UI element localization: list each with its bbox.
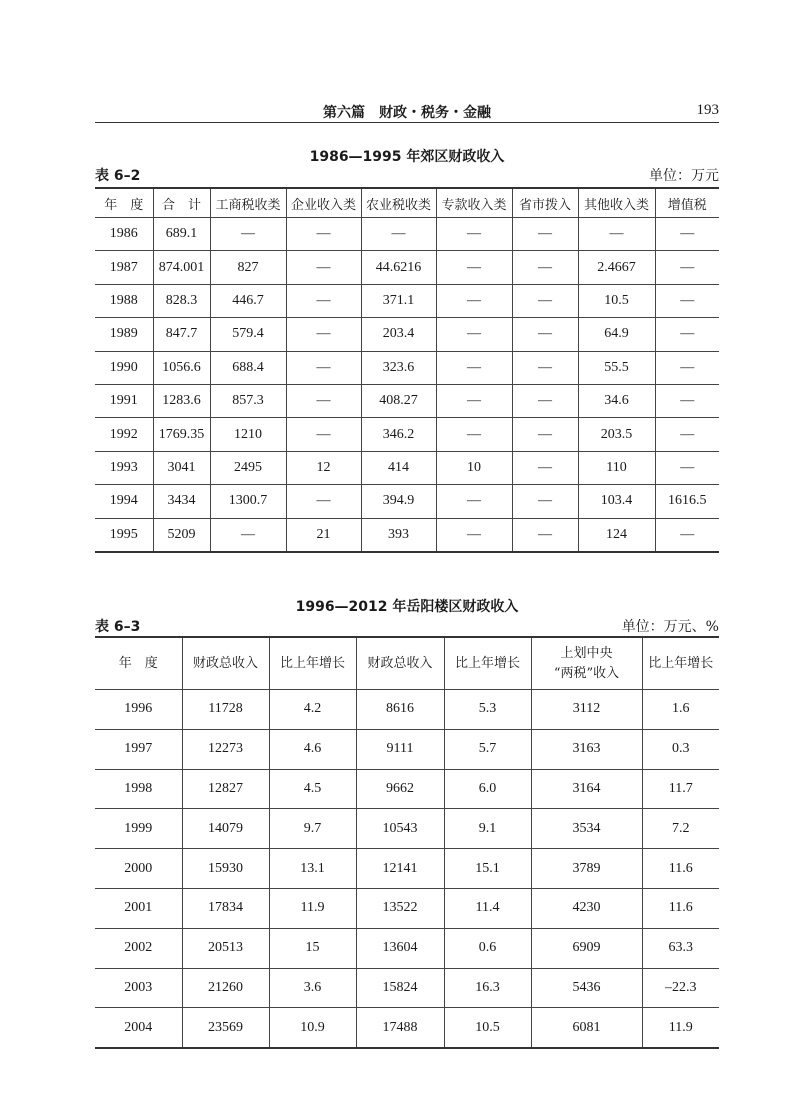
table-cell: 414: [361, 451, 436, 484]
table-cell: 9662: [356, 769, 444, 809]
table-cell: 9.7: [269, 809, 356, 849]
table-cell: 34.6: [578, 384, 655, 417]
table-cell: —: [210, 218, 286, 251]
table-cell: 1992: [95, 418, 153, 451]
table-row: [95, 849, 719, 889]
table-cell: 1991: [95, 384, 153, 417]
table-cell: 2003: [95, 968, 182, 1008]
table-cell: 4230: [531, 888, 642, 928]
table1-label: 表 6–2: [95, 168, 141, 184]
table-cell: —: [655, 518, 719, 552]
table-cell: 12273: [182, 729, 269, 769]
table-cell: 10.5: [444, 1008, 531, 1048]
table-cell: —: [655, 218, 719, 251]
column-header: 比上年增长: [269, 637, 356, 690]
table-cell: —: [512, 418, 578, 451]
table-row: [95, 809, 719, 849]
table-cell: 17488: [356, 1008, 444, 1048]
table-cell: 11.6: [642, 888, 719, 928]
table-cell: —: [512, 351, 578, 384]
column-header: 省市拨入: [512, 188, 578, 218]
table-cell: 2004: [95, 1008, 182, 1048]
table-cell: 3163: [531, 729, 642, 769]
table-row: [95, 218, 719, 251]
table-cell: 13.1: [269, 849, 356, 889]
table-cell: —: [436, 318, 512, 351]
table-cell: —: [286, 384, 361, 417]
table-cell: 1300.7: [210, 485, 286, 518]
table-cell: 63.3: [642, 928, 719, 968]
table-row: [95, 690, 719, 730]
column-header: 增值税: [655, 188, 719, 218]
table-cell: —: [210, 518, 286, 552]
table-cell: 5436: [531, 968, 642, 1008]
table-cell: —: [436, 284, 512, 317]
table-cell: —: [436, 351, 512, 384]
table-cell: 827: [210, 251, 286, 284]
header-row: [95, 637, 719, 690]
table-cell: —: [436, 485, 512, 518]
table-cell: 103.4: [578, 485, 655, 518]
table-cell: 17834: [182, 888, 269, 928]
table-cell: 7.2: [642, 809, 719, 849]
table-cell: 1995: [95, 518, 153, 552]
table-cell: 11.9: [642, 1008, 719, 1048]
table-cell: 0.6: [444, 928, 531, 968]
table1-unit: 单位：万元: [649, 168, 719, 184]
table-row: [95, 284, 719, 317]
table-cell: 11.7: [642, 769, 719, 809]
table-cell: 15.1: [444, 849, 531, 889]
table-cell: 20513: [182, 928, 269, 968]
table-row: [95, 968, 719, 1008]
table-cell: 1989: [95, 318, 153, 351]
table-cell: 9.1: [444, 809, 531, 849]
table-cell: 64.9: [578, 318, 655, 351]
table-cell: 857.3: [210, 384, 286, 417]
table-cell: 3164: [531, 769, 642, 809]
table-cell: —: [512, 251, 578, 284]
table-cell: —: [512, 451, 578, 484]
column-header: 比上年增长: [444, 637, 531, 690]
table-cell: 1994: [95, 485, 153, 518]
column-header: 上划中央 “两税”收入: [531, 637, 642, 690]
table-cell: 11.9: [269, 888, 356, 928]
table-cell: 688.4: [210, 351, 286, 384]
table-cell: 1988: [95, 284, 153, 317]
table-cell: —: [655, 251, 719, 284]
table-cell: 2000: [95, 849, 182, 889]
column-header: 年 度: [95, 188, 153, 218]
table-cell: —: [512, 218, 578, 251]
table-cell: 11.6: [642, 849, 719, 889]
table-cell: 6.0: [444, 769, 531, 809]
table-cell: 203.4: [361, 318, 436, 351]
column-header: 专款收入类: [436, 188, 512, 218]
table-cell: 15930: [182, 849, 269, 889]
table-cell: —: [655, 351, 719, 384]
table-cell: 689.1: [153, 218, 210, 251]
table-cell: 3434: [153, 485, 210, 518]
table-row: [95, 251, 719, 284]
table-cell: 393: [361, 518, 436, 552]
table-cell: 1210: [210, 418, 286, 451]
table-cell: 124: [578, 518, 655, 552]
running-title: 第六篇 财政・税务・金融: [323, 105, 491, 121]
table-cell: 4.6: [269, 729, 356, 769]
table-cell: 9111: [356, 729, 444, 769]
table-cell: —: [512, 384, 578, 417]
table-cell: 1996: [95, 690, 182, 730]
table-row: [95, 729, 719, 769]
table-cell: 13604: [356, 928, 444, 968]
table-cell: –22.3: [642, 968, 719, 1008]
table-cell: 55.5: [578, 351, 655, 384]
table-cell: 6081: [531, 1008, 642, 1048]
table-cell: —: [286, 251, 361, 284]
table-cell: 15824: [356, 968, 444, 1008]
header-row: [95, 188, 719, 218]
table-row: [95, 485, 719, 518]
table-cell: 874.001: [153, 251, 210, 284]
column-header: 年 度: [95, 637, 182, 690]
table-cell: —: [655, 451, 719, 484]
table-cell: 3112: [531, 690, 642, 730]
table-cell: 3534: [531, 809, 642, 849]
table-cell: 394.9: [361, 485, 436, 518]
table2-label: 表 6–3: [95, 619, 141, 635]
table-cell: 14079: [182, 809, 269, 849]
table-cell: 847.7: [153, 318, 210, 351]
table-cell: 3.6: [269, 968, 356, 1008]
table-row: [95, 518, 719, 552]
table-cell: 13522: [356, 888, 444, 928]
table-row: [95, 928, 719, 968]
table-cell: 16.3: [444, 968, 531, 1008]
table-row: [95, 1008, 719, 1048]
column-header: 农业税收类: [361, 188, 436, 218]
table2-unit: 单位：万元、%: [621, 619, 719, 635]
table-cell: 8616: [356, 690, 444, 730]
table-cell: 10: [436, 451, 512, 484]
table-cell: —: [286, 418, 361, 451]
table-cell: —: [512, 284, 578, 317]
table-cell: 1769.35: [153, 418, 210, 451]
column-header: 其他收入类: [578, 188, 655, 218]
table-cell: 1283.6: [153, 384, 210, 417]
table-cell: —: [436, 218, 512, 251]
table-cell: —: [436, 251, 512, 284]
column-header: 财政总收入: [182, 637, 269, 690]
table-cell: 1990: [95, 351, 153, 384]
table-cell: —: [655, 318, 719, 351]
table-cell: 5209: [153, 518, 210, 552]
table-cell: 12141: [356, 849, 444, 889]
table-cell: —: [512, 518, 578, 552]
table-cell: 2495: [210, 451, 286, 484]
table-cell: 21: [286, 518, 361, 552]
table-cell: 10543: [356, 809, 444, 849]
table-cell: —: [512, 485, 578, 518]
table-cell: 110: [578, 451, 655, 484]
table-cell: —: [512, 318, 578, 351]
table-cell: —: [655, 418, 719, 451]
table-cell: 4.5: [269, 769, 356, 809]
table-cell: 3041: [153, 451, 210, 484]
table-cell: 203.5: [578, 418, 655, 451]
table-cell: 3789: [531, 849, 642, 889]
table-cell: 408.27: [361, 384, 436, 417]
table1: [95, 187, 719, 553]
table-cell: 5.3: [444, 690, 531, 730]
table-row: [95, 769, 719, 809]
running-header: [95, 100, 719, 123]
table-cell: 5.7: [444, 729, 531, 769]
table-cell: 11728: [182, 690, 269, 730]
table1-title: 1986—1995 年郊区财政收入: [309, 149, 505, 165]
column-header: 合 计: [153, 188, 210, 218]
table-cell: 0.3: [642, 729, 719, 769]
table-cell: —: [286, 351, 361, 384]
table-row: [95, 451, 719, 484]
page-number: 193: [696, 102, 719, 118]
table-cell: —: [655, 384, 719, 417]
table-cell: 371.1: [361, 284, 436, 317]
table-row: [95, 318, 719, 351]
table-cell: 346.2: [361, 418, 436, 451]
table-cell: 2002: [95, 928, 182, 968]
column-header: 比上年增长: [642, 637, 719, 690]
table-cell: 446.7: [210, 284, 286, 317]
table-cell: 1998: [95, 769, 182, 809]
table-cell: 10.5: [578, 284, 655, 317]
table-cell: 1987: [95, 251, 153, 284]
table-cell: —: [286, 485, 361, 518]
table-cell: —: [286, 318, 361, 351]
table-cell: 1.6: [642, 690, 719, 730]
table-cell: 2.4667: [578, 251, 655, 284]
table-cell: 11.4: [444, 888, 531, 928]
table-row: [95, 351, 719, 384]
column-header: 工商税收类: [210, 188, 286, 218]
table-cell: 10.9: [269, 1008, 356, 1048]
table-cell: 1056.6: [153, 351, 210, 384]
table-cell: 1616.5: [655, 485, 719, 518]
table-cell: 828.3: [153, 284, 210, 317]
table-cell: 21260: [182, 968, 269, 1008]
table2-title: 1996—2012 年岳阳楼区财政收入: [295, 599, 519, 615]
table-cell: 1997: [95, 729, 182, 769]
table-cell: —: [578, 218, 655, 251]
table-cell: 12827: [182, 769, 269, 809]
table-cell: —: [361, 218, 436, 251]
table-row: [95, 384, 719, 417]
table-cell: 12: [286, 451, 361, 484]
table-cell: 579.4: [210, 318, 286, 351]
table2: [95, 636, 719, 1049]
table-cell: 15: [269, 928, 356, 968]
table-cell: 1993: [95, 451, 153, 484]
table-cell: 323.6: [361, 351, 436, 384]
table-cell: 2001: [95, 888, 182, 928]
table-cell: 6909: [531, 928, 642, 968]
table-cell: 4.2: [269, 690, 356, 730]
table-row: [95, 418, 719, 451]
table-cell: —: [286, 218, 361, 251]
table-cell: 44.6216: [361, 251, 436, 284]
table-cell: —: [436, 384, 512, 417]
table-cell: 23569: [182, 1008, 269, 1048]
table-cell: 1986: [95, 218, 153, 251]
table-cell: —: [286, 284, 361, 317]
column-header: 企业收入类: [286, 188, 361, 218]
table-cell: 1999: [95, 809, 182, 849]
table-cell: —: [436, 418, 512, 451]
table-cell: —: [436, 518, 512, 552]
table-row: [95, 888, 719, 928]
column-header: 财政总收入: [356, 637, 444, 690]
table-cell: —: [655, 284, 719, 317]
